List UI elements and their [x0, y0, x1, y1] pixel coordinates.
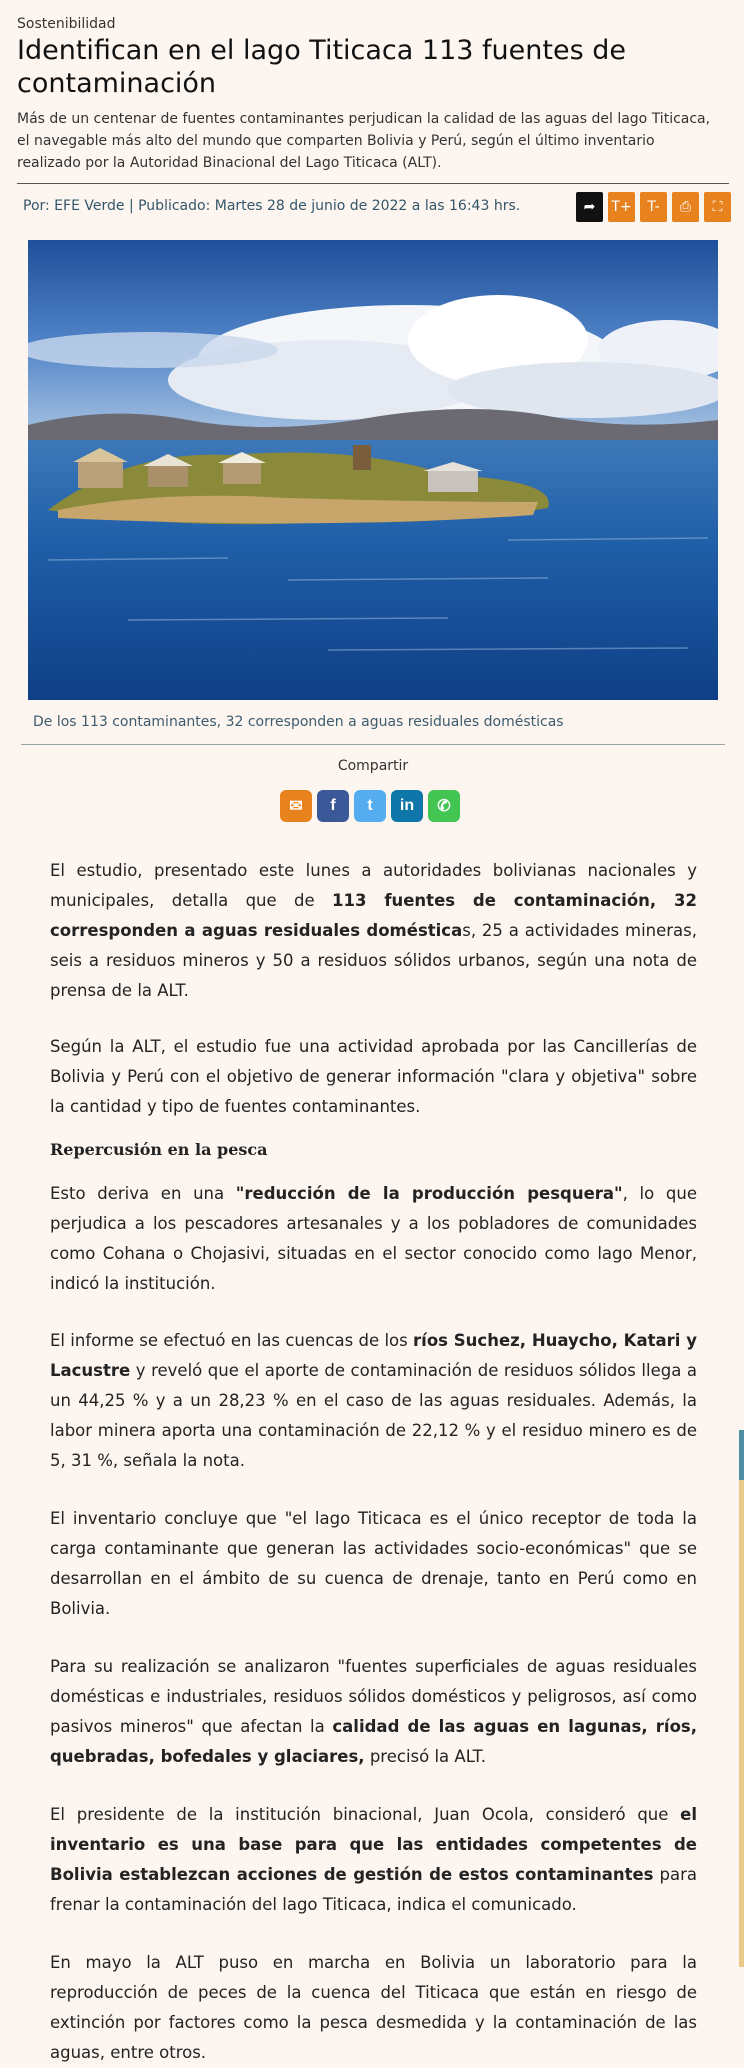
twitter-icon[interactable]: t	[354, 790, 386, 822]
scroll-progress-thumb[interactable]	[739, 1430, 744, 1480]
article-subtitle: Más de un centenar de fuentes contaminantes perjudican la calidad de las aguas del lago Titicaca, el navegable más alto del mundo que comparten Bolivia y Perú, según el último inventario realizado por la Autoridad Binacional del Lago Titicaca (ALT).	[17, 111, 711, 171]
article-body	[50, 856, 697, 2068]
article-title: Identifican en el lago Titicaca 113 fuentes de contaminación	[17, 35, 626, 99]
email-icon[interactable]: ✉	[280, 790, 312, 822]
section-tag[interactable]: Sostenibilidad	[17, 16, 116, 32]
lake-titicaca-photo	[28, 240, 718, 700]
share-label: Compartir	[337, 758, 409, 774]
paragraph: Esto deriva en una "reducción de la producción pesquera", lo que perjudica a los pescadores artesanales y a los pobladores de comunidades como Cohana o Chojasivi, situadas en el sector conocido como lago Menor, indicó la institución.	[50, 1184, 697, 1293]
share-buttons	[280, 790, 460, 822]
paragraph: Para su realización se analizaron "fuentes superficiales de aguas residuales domésticas e industriales, residuos sólidos domésticos y peligrosos, así como pasivos mineros" que afectan la calidad de las aguas en lagunas, ríos, quebradas, bofedales y glaciares, precisó la ALT.	[50, 1657, 697, 1766]
text-increase-icon[interactable]: T+	[608, 192, 635, 222]
paragraph: El estudio, presentado este lunes a autoridades bolivianas nacionales y municipales, detalla que de 113 fuentes de contaminación, 32 corresponden a aguas residuales domésticas, 25 a actividades mineras, seis a residuos mineros y 50 a residuos sólidos urbanos, según una nota de prensa de la ALT.	[50, 861, 698, 1000]
paragraph: En mayo la ALT puso en marcha en Bolivia un laboratorio para la reproducción de peces de la cuenca del Titicaca que están en riesgo de extinción por factores como la pesca desmedida y la contaminación de las aguas, entre otros.	[50, 1953, 697, 2062]
linkedin-icon[interactable]: in	[391, 790, 423, 822]
byline: Por: EFE Verde | Publicado: Martes 28 de junio de 2022 a las 16:43 hrs.	[23, 198, 521, 214]
whatsapp-icon[interactable]: ✆	[428, 790, 460, 822]
photo-caption: De los 113 contaminantes, 32 corresponden a aguas residuales domésticas	[33, 714, 564, 730]
article-tools	[576, 192, 731, 222]
divider	[21, 744, 725, 745]
paragraph: El informe se efectuó en las cuencas de los ríos Suchez, Huaycho, Katari y Lacustre y reveló que el aporte de contaminación de residuos sólidos llega a un 44,25 % y a un 28,23 % en el caso de las aguas residuales. Además, la labor minera aporta una contaminación de 22,12 % y el residuo minero es de 5, 31 %, señala la nota.	[50, 1331, 697, 1470]
fullscreen-icon[interactable]: ⛶	[704, 192, 731, 222]
paragraph: El presidente de la institución binacional, Juan Ocola, consideró que el inventario es una base para que las entidades competentes de Bolivia establezcan acciones de gestión de estos contaminantes para frenar la contaminación del lago Titicaca, indica el comunicado.	[50, 1805, 697, 1914]
scroll-progress-bar	[739, 1430, 744, 1967]
divider	[17, 183, 729, 184]
share-arrow-icon[interactable]: ➦	[576, 192, 603, 222]
section-heading: Repercusión en la pesca	[50, 1140, 268, 1159]
paragraph: El inventario concluye que "el lago Titicaca es el único receptor de toda la carga contaminante que generan las actividades socio-económicas" que se desarrollan en el ámbito de su cuenca de drenaje, tanto en Perú como en Bolivia.	[50, 1509, 697, 1618]
article-photo	[28, 240, 718, 700]
text-decrease-icon[interactable]: T-	[640, 192, 667, 222]
facebook-icon[interactable]: f	[317, 790, 349, 822]
paragraph: Según la ALT, el estudio fue una actividad aprobada por las Cancillerías de Bolivia y Perú con el objetivo de generar información "clara y objetiva" sobre la cantidad y tipo de fuentes contaminantes.	[50, 1037, 697, 1116]
print-icon[interactable]: ⎙	[672, 192, 699, 222]
